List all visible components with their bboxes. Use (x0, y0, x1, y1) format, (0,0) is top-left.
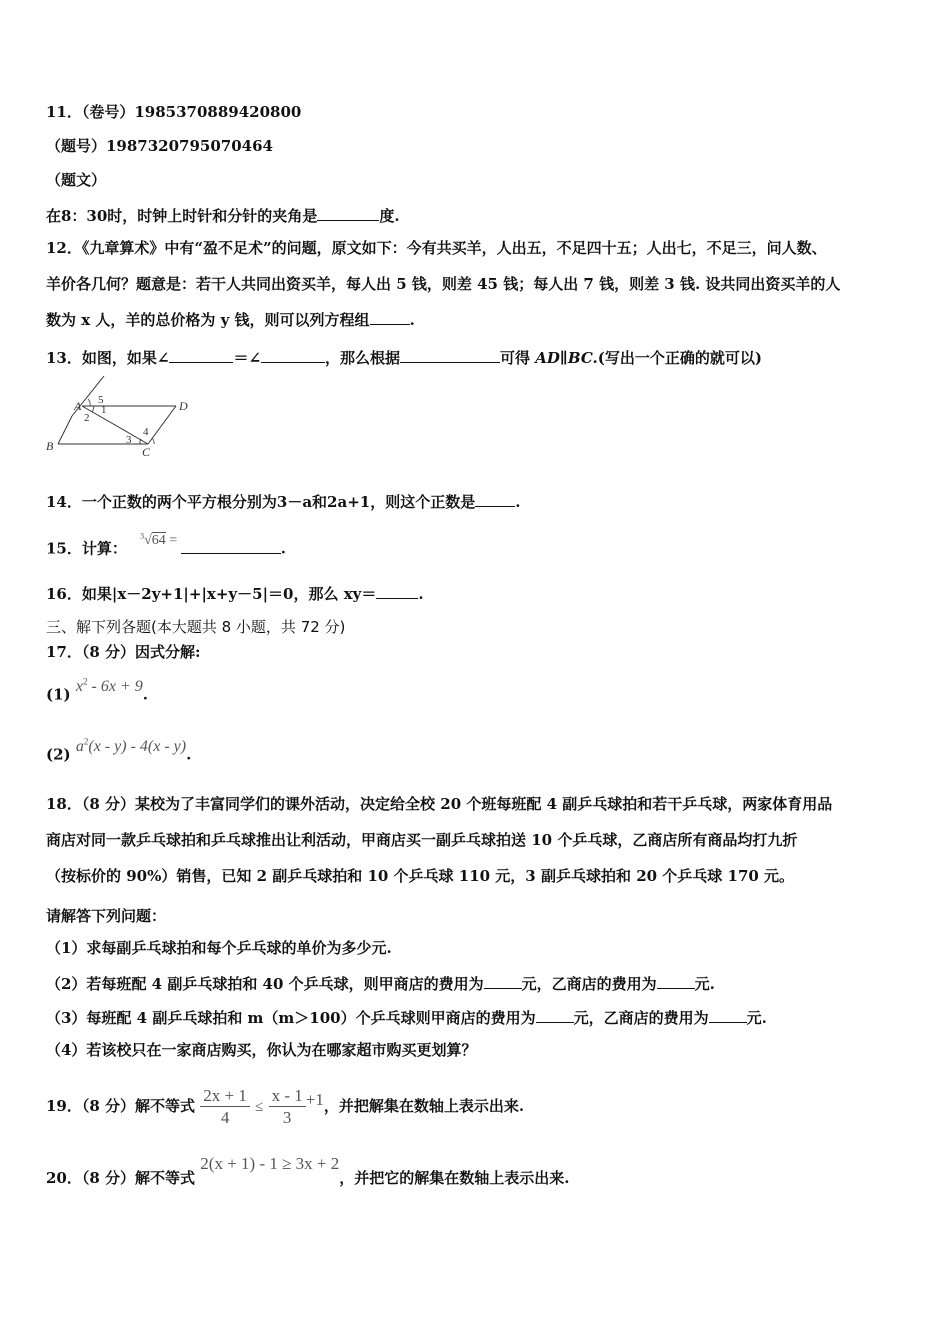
q17-p1-rest: - 6x + 9 (87, 678, 143, 696)
q17-part-1-expression (76, 678, 143, 695)
q13-conclusion: AD∥BC. (535, 349, 598, 367)
q17-p1-exponent: 2 (82, 677, 88, 687)
q12-line-2: 羊价各几何？题意是：若干人共同出资买羊，每人出 5 钱，则差 45 钱；每人出 7 钱，则差 3 钱. 设共同出资买羊的人 (46, 275, 841, 293)
figure-angle-5: 5 (98, 394, 104, 406)
q20-question (46, 1154, 570, 1188)
q12-question (46, 230, 906, 338)
q18-sub-4: （4）若该校只在一家商店购买，你认为在哪家超市购买更划算？ (46, 1041, 477, 1059)
q15-answer-blank (181, 537, 281, 554)
q12-line-1: 12．《九章算术》中有“盈不足术”的问题，原文如下：今有共买羊，人出五，不足四十五；人出七，不足三，问人数、 (46, 239, 827, 257)
q17-p1-base: x (75, 678, 83, 696)
q18-sub-2-text-a: （2）若每班配 4 副乒乓球拍和 40 个乒乓球，则甲商店的费用为 (46, 975, 484, 993)
figure-angle-1: 1 (101, 404, 107, 416)
figure-label-D: D (179, 399, 188, 413)
q19-denominator-right: 3 (282, 1107, 292, 1127)
q18-sub-3-text-a: （3）每班配 4 副乒乓球拍和 m（m＞100）个乒乓球则甲商店的费用为 (46, 1009, 536, 1027)
q18-sub-3-text-b: 元，乙商店的费用为 (573, 1009, 709, 1027)
q17-part-2-end: . (186, 745, 192, 764)
section-3-heading: 三、解下列各题(本大题共 8 小题，共 72 分) (46, 618, 346, 636)
figure-label-B: B (46, 439, 54, 453)
q15-cube-root: $^3$√64 = (140, 531, 178, 548)
q13-text-3: ，那么根据 (325, 349, 401, 367)
q17-part-2 (46, 737, 192, 765)
q15-equals: = (169, 532, 178, 548)
q15-text-end: . (280, 539, 286, 558)
q11-question-number: （题号）1987320795070464 (46, 137, 273, 155)
q14-answer-blank (475, 490, 515, 507)
q18-sub-3-blank-b (709, 1006, 747, 1023)
q18-line-3: （按标价的 90%）销售，已知 2 副乒乓球拍和 10 个乒乓球 110 元，3 副乒乓球拍和 20 个乒乓球 170 元。 (46, 867, 795, 885)
q15-question (46, 531, 286, 561)
q12-answer-blank (370, 308, 410, 325)
figure-label-C: C (142, 445, 151, 458)
q19-denominator-left: 4 (220, 1107, 230, 1127)
q20-text-end: ，并把它的解集在数轴上表示出来. (339, 1169, 570, 1187)
q17-p2-rest: (x - y) - 4(x - y) (88, 738, 187, 756)
q17-p2-exponent: 2 (83, 737, 89, 747)
q11-text: 在8：30时，时钟上时针和分针的夹角是 (46, 207, 318, 225)
q13-question (46, 346, 762, 368)
q18-sub-2-blank-b (657, 972, 695, 989)
q19-relation: ≤ (255, 1099, 264, 1115)
q18-prompt: 请解答下列问题： (46, 907, 167, 925)
q19-plus-one: +1 (305, 1090, 324, 1109)
q13-blank-reason (400, 346, 500, 363)
q13-parallelogram-figure (44, 372, 204, 458)
q16-text-end: . (418, 585, 424, 603)
q13-blank-angle-1 (169, 346, 233, 363)
q11-paper-number: 11．（卷号）1985370889420800 (46, 103, 302, 121)
q16-answer-blank (376, 582, 418, 599)
q16-question (46, 582, 424, 604)
q13-text-4: 可得 (500, 349, 536, 367)
q15-radicand: 64 (151, 532, 166, 548)
q11-question (46, 204, 400, 226)
q17-part-2-label: (2) (46, 745, 71, 764)
q20-text: 20．（8 分）解不等式 (46, 1169, 196, 1187)
q18-sub-3 (46, 1006, 767, 1028)
figure-angle-2: 2 (84, 412, 90, 424)
q18-line-2: 商店对同一款乒乓球拍和乒乓球推出让利活动，甲商店买一副乒乓球拍送 10 个乒乓球，乙商店所有商品均打九折 (46, 831, 798, 849)
q18-sub-3-text-c: 元. (746, 1009, 767, 1027)
q18-sub-2-blank-a (484, 972, 522, 989)
q13-blank-angle-2 (261, 346, 325, 363)
q19-question (46, 1076, 524, 1137)
q18-sub-1: （1）求每副乒乓球拍和每个乒乓球的单价为多少元. (46, 939, 392, 957)
q18-line-1: 18．（8 分）某校为了丰富同学们的课外活动，决定给全校 20 个班每班配 4 副乒乓球拍和若干乒乓球，两家体育用品 (46, 795, 833, 813)
q11-text-end: 度. (379, 207, 400, 225)
q17-part-1 (46, 677, 148, 705)
q13-text-2: ＝∠ (233, 349, 262, 367)
q18-sub-2-text-b: 元，乙商店的费用为 (521, 975, 657, 993)
q19-text: 19．（8 分）解不等式 (46, 1097, 196, 1115)
q12-line-3-text: 数为 x 人，羊的总价格为 y 钱，则可以列方程组 (46, 311, 370, 329)
figure-angle-4: 4 (143, 426, 149, 438)
q18-sub-2-text-c: 元. (694, 975, 715, 993)
q17-part-1-end: . (142, 685, 148, 704)
q20-expression: 2(x + 1) - 1 ≥ 3x + 2 (200, 1154, 340, 1173)
figure-label-A: A (74, 399, 82, 413)
q18-sub-2 (46, 972, 715, 994)
q19-text-end: ，并把解集在数轴上表示出来. (323, 1097, 525, 1115)
q14-text: 14．一个正数的两个平方根分别为3－a和2a+1，则这个正数是 (46, 493, 476, 511)
figure-angle-3: 3 (126, 434, 132, 446)
q19-numerator-left: 2x + 1 (200, 1086, 250, 1107)
q17-p2-base: a (75, 738, 84, 756)
q12-line-3-end: . (409, 311, 415, 329)
q19-fraction-left (200, 1086, 250, 1129)
q18-sub-3-blank-a (536, 1006, 574, 1023)
q12-line-3 (46, 302, 906, 338)
q13-text-6: (写出一个正确的就可以) (597, 349, 762, 367)
q13-text-1: 13．如图，如果∠ (46, 349, 170, 367)
q11-answer-blank (317, 204, 379, 221)
q19-numerator-right: x - 1 (269, 1086, 306, 1107)
q19-fraction-right (269, 1086, 306, 1129)
q16-text: 16．如果|x－2y+1|+|x+y－5|＝0，那么 xy＝ (46, 585, 377, 603)
q17-title: 17．（8 分）因式分解: (46, 643, 201, 661)
q15-text: 15．计算： (46, 539, 127, 558)
q14-text-end: . (515, 493, 521, 511)
q11-stem-tag: （题文） (46, 171, 107, 189)
q17-part-1-label: (1) (46, 685, 71, 704)
q14-question (46, 490, 520, 512)
q15-radical-index: 3 (140, 531, 145, 540)
q18-question (46, 786, 906, 894)
q17-part-2-expression (76, 738, 186, 755)
